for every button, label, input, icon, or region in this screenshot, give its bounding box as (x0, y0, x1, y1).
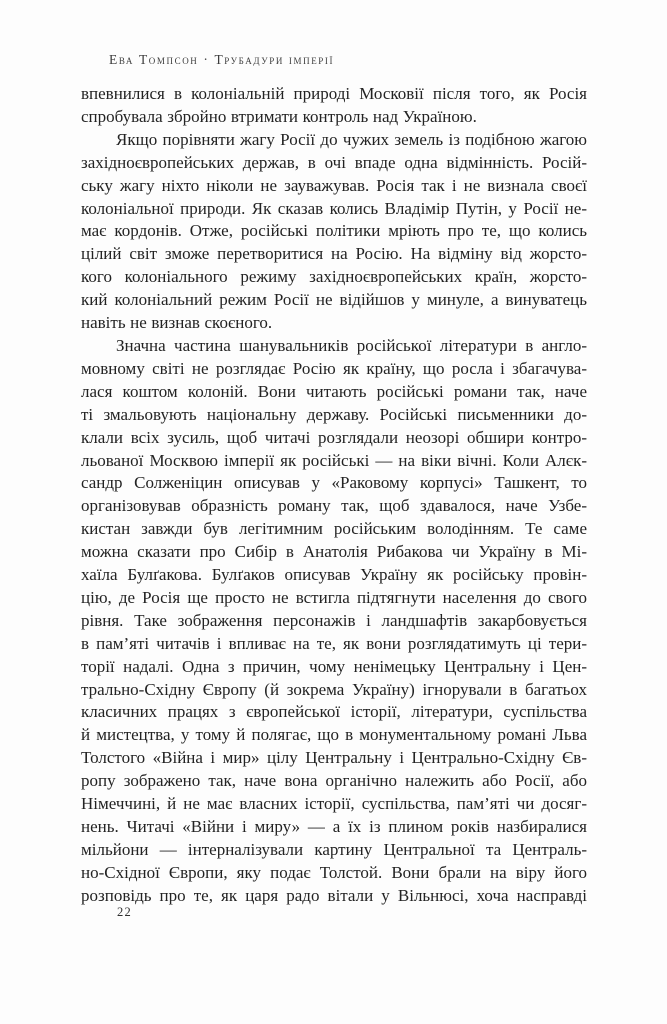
text-line: Толстого «Війна і мир» цілу Центральну і Центрально-Східну Єв- (81, 748, 587, 768)
running-header: Ева Томпсон · Трубадури імперії (109, 52, 335, 67)
text-line: навіть не визнав скоєного. (81, 313, 273, 333)
text-line: торії надалі. Одна з причин, чому ненімецьку Центральну і Цен- (81, 656, 587, 676)
text-line: цію, де Росія ще просто не встигла підтягнути населення до свого (81, 587, 587, 607)
text-line: ті змальовують національну державу. Російські письменники до- (81, 404, 587, 424)
text-line: організовував образність роману так, щоб здавалося, наче Узбе- (81, 496, 587, 516)
text-line: но-Східної Європи, яку подає Толстой. Вони брали на віру його (81, 862, 587, 882)
text-line: рівня. Таке зображення персонажів і ландшафтів закарбовується (81, 610, 587, 630)
page-number: 22 (117, 905, 132, 919)
text-line: нень. Читачі «Війни і миру» — а їх із плином років назбиралися (81, 817, 587, 836)
text-line: впевнилися в колоніальній природі Московії після того, як Росія (81, 84, 587, 103)
text-line: можна сказати про Сибір в Анатолія Рибакова чи Україну в Мі- (81, 542, 587, 562)
text-line: лася коштом колоній. Вони читають російські романи так, наче (81, 381, 587, 401)
text-line: Якщо порівняти жагу Росії до чужих земель із подібною жагою (116, 129, 587, 149)
text-line: сандр Солженіцин описував у «Раковому корпусі» Ташкент, то (81, 473, 587, 493)
text-line: Німеччині, й не має власних історії, суспільства, пам’яті чи досяг- (81, 794, 587, 814)
text-line: й мистецтва, у тому й полягає, що в монументальному романі Льва (81, 725, 587, 745)
text-line: кий колоніальний режим Росії не відійшов у минуле, а винуватець (81, 290, 587, 310)
text-block (81, 83, 587, 908)
text-line: колоніальної природи. Як сказав колись Владімір Путін, у Росії не- (81, 198, 587, 218)
text-line: західноєвропейських держав, в очі впаде одна відмінність. Росій- (81, 152, 587, 172)
text-line: ську жагу ніхто ніколи не зауважував. Росія так і не визнала своєї (81, 175, 587, 195)
text-line: має кордонів. Отже, російські політики мріють про те, що колись (81, 221, 587, 241)
paragraph (81, 335, 587, 908)
paragraph (81, 129, 587, 335)
text-line: в пам’яті читачів і впливає на те, як вони розглядатимуть ці тери- (81, 633, 587, 653)
text-line: клали всіх зусиль, щоб читачі розглядали неозорі обшири контро- (81, 427, 587, 447)
text-line: трально-Східну Європу (й зокрема Україну) ігнорували в багатьох (81, 679, 587, 699)
paragraph (81, 83, 587, 129)
text-line: мільйони — інтерналізували картину Центральної та Централь- (81, 839, 587, 859)
text-line: класичних працях з європейської історії, літератури, суспільства (81, 702, 587, 722)
text-line: кистан завжди був легітимним російським володінням. Те саме (81, 519, 587, 539)
text-line: хаїла Булґакова. Булґаков описував Україну як російську провін- (81, 565, 587, 585)
text-line: розповідь про те, як царя радо вітали у Вільнюсі, хоча насправді (81, 885, 587, 905)
text-line: Значна частина шанувальників російської літератури в англо- (116, 335, 587, 355)
text-line: мовному світі не розглядає Росію як країну, що росла і збагачува- (81, 358, 587, 378)
text-line: ропу зображено так, наче вона органічно належить або Росії, або (81, 771, 587, 791)
text-line: цілий світ зможе перетворитися на Росію. На відміну від жорсто- (81, 244, 587, 264)
text-line: льованої Москвою імперії як російські — на віки вічні. Коли Алєк- (81, 450, 587, 470)
text-line: кого колоніального режиму західноєвропейських країн, жорсто- (81, 267, 587, 287)
text-line: спробувала збройно втримати контроль над Україною. (81, 106, 477, 126)
